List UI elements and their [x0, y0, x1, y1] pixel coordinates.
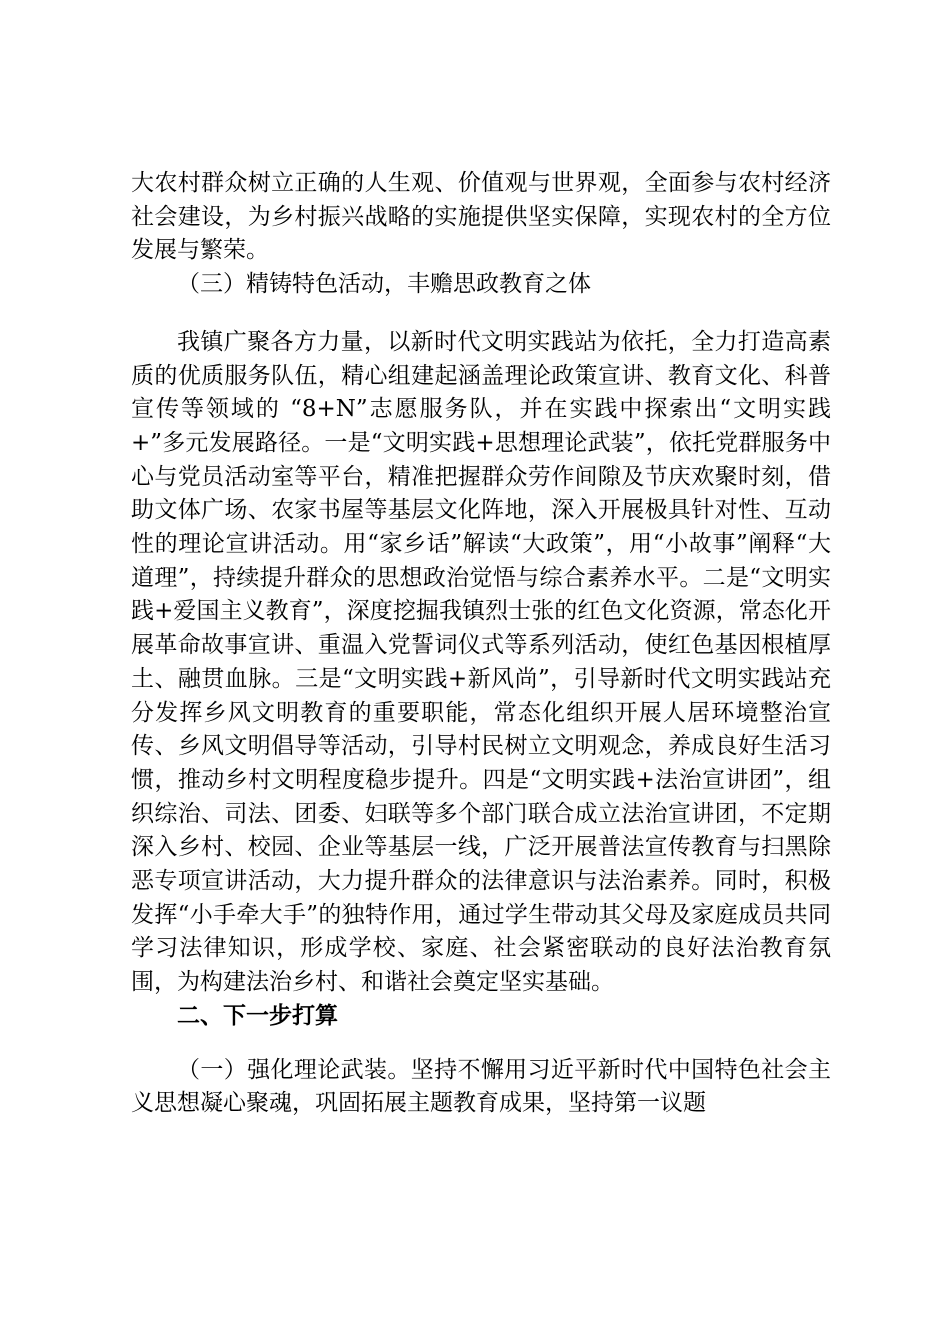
paragraph-activities: 我镇广聚各方力量，以新时代文明实践站为依托，全力打造高素质的优质服务队伍，精心组建起涵盖理论政策宣讲、教育文化、科普宣传等领域的 “8+N”志愿服务队，并在实践中探索出“文明实践 +”多元发展路径。一是“文明实践+思想理论武装”，依托党群服务中心与党员活动室等平台，精准把握群众劳作间隙及节庆欢聚时刻，借助文体广场、农家书屋等基层文化阵地，深入开展极具针对性、互动性的理论宣讲活动。用“家乡话”解读“大政策”，用“小故事”阐释“大道理”，持续提升群众的思想政治觉悟与综合素养水平。二是“文明实践+爱国主义教育”，深度挖掘我镇烈士张的红色文化资源，常态化开展革命故事宣讲、重温入党誓词仪式等系列活动，使红色基因根植厚土、融贯血脉。三是“文明实践+新风尚”，引导新时代文明实践站充分发挥乡风文明教育的重要职能，常态化组织开展人居环境整治宣传、乡风文明倡导等活动，引导村民树立文明观念，养成良好生活习惯，推动乡村文明程度稳步提升。四是“文明实践+法治宣讲团”，组织综治、司法、团委、妇联等多个部门联合成立法治宣讲团，不定期深入乡村、校园、企业等基层一线，广泛开展普法宣传教育与扫黑除恶专项宣讲活动，大力提升群众的法律意识与法治素养。同时，积极发挥“小手牵大手”的独特作用，通过学生带动其父母及家庭成员共同学习法律知识，形成学校、家庭、社会紧密联动的良好法治教育氛围，为构建法治乡村、和谐社会奠定坚实基础。: [131, 328, 831, 996]
paragraph-next-steps: （一）强化理论武装。坚持不懈用习近平新时代中国特色社会主义思想凝心聚魂，巩固拓展主题教育成果，坚持第一议题: [131, 1056, 831, 1117]
section-heading-3: （三）精铸特色活动，丰赡思政教育之体: [177, 271, 591, 298]
section-heading-next-steps: 二、下一步打算: [177, 1002, 338, 1029]
document-page: [131, 167, 831, 1121]
paragraph-continuation: 大农村群众树立正确的人生观、价值观与世界观，全面参与农村经济社会建设，为乡村振兴战略的实施提供坚实保障，实现农村的全方位发展与繁荣。: [131, 170, 831, 264]
